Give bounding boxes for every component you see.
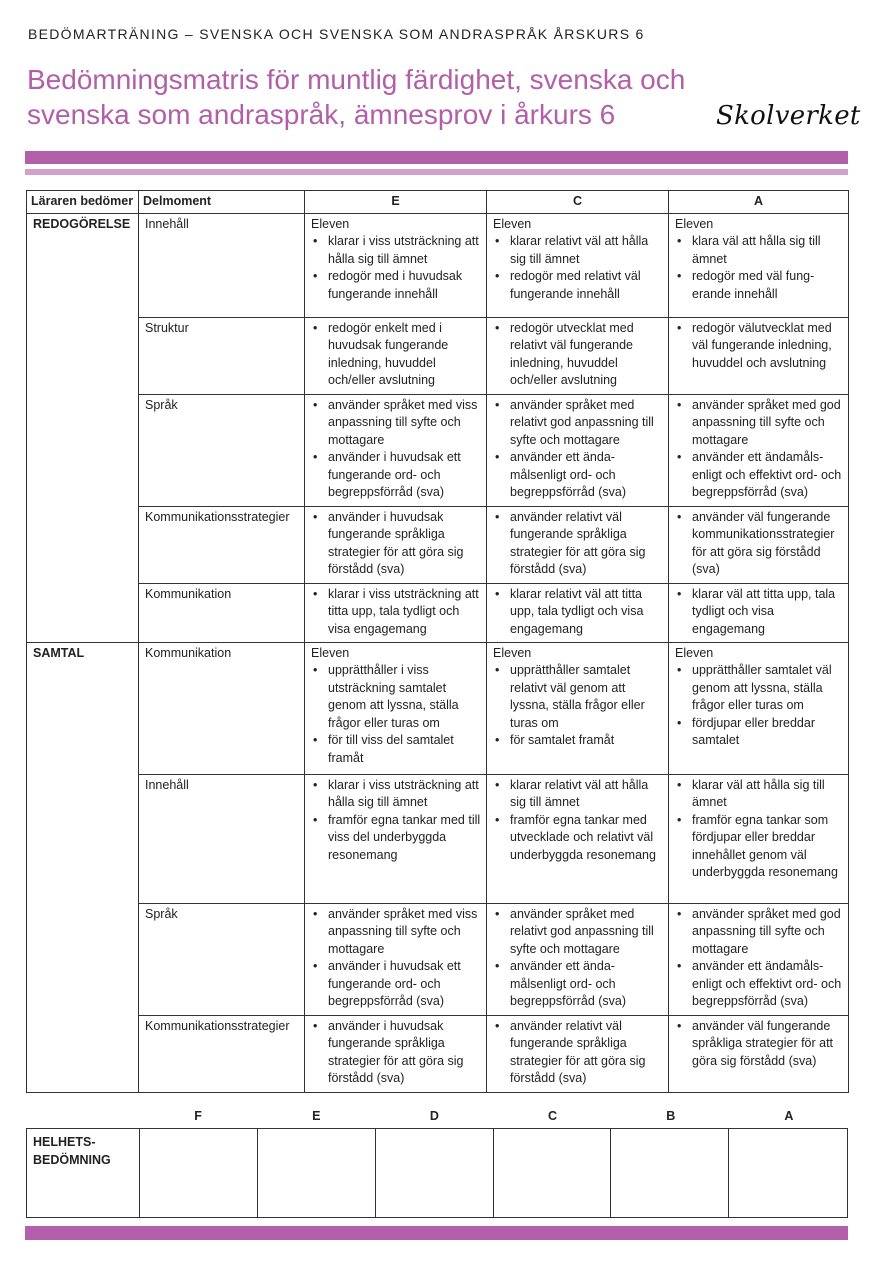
- criteria-list: [311, 906, 481, 1011]
- page-title: Bedömningsmatris för muntlig färdighet, svenska och svenska som andraspråk, ämnesprov i årkurs 6: [27, 64, 686, 130]
- overall-cell-f[interactable]: [140, 1129, 258, 1217]
- criteria-cell-e: [305, 506, 487, 583]
- criteria-item: • använder språket med god anpassning till syfte och mottagare: [675, 906, 843, 959]
- delmoment-label: Kommunikation: [139, 642, 305, 774]
- criteria-cell-a: [669, 642, 849, 774]
- criteria-cell-c: [487, 213, 669, 317]
- matrix-row: [27, 774, 849, 903]
- criteria-cell-c: [487, 774, 669, 903]
- criteria-intro: Eleven: [311, 216, 350, 231]
- criteria-item: • klarar väl att hålla sig till ämnet: [675, 777, 843, 812]
- criteria-cell-a: [669, 317, 849, 394]
- criteria-list: [675, 906, 843, 1011]
- criteria-list: [311, 662, 481, 767]
- criteria-cell-e: [305, 394, 487, 506]
- criteria-item: • upprätthåller samtalet väl genom att lyssna, ställa frågor eller turas om: [675, 662, 843, 715]
- criteria-cell-c: [487, 317, 669, 394]
- decorative-band-top-light: [25, 169, 848, 175]
- criteria-cell-e: [305, 583, 487, 642]
- matrix-row: [27, 1015, 849, 1092]
- criteria-cell-a: [669, 394, 849, 506]
- criteria-list: [675, 777, 843, 882]
- matrix-header-row: [27, 191, 849, 214]
- criteria-list: [675, 509, 843, 579]
- criteria-item: • använder språket med relativt god anpassning till syfte och mottagare: [493, 397, 663, 450]
- criteria-cell-e: [305, 213, 487, 317]
- delmoment-label: Kommunikation: [139, 583, 305, 642]
- criteria-list: [675, 662, 843, 750]
- section-label: REDOGÖRELSE: [27, 213, 139, 317]
- header-grade-c: C: [487, 191, 669, 214]
- grade-label: E: [312, 1109, 321, 1123]
- matrix-row: [27, 213, 849, 317]
- criteria-item: • använder i huvudsak ett fungerande ord- och begreppsförråd (sva): [311, 958, 481, 1011]
- criteria-list: [493, 662, 663, 750]
- criteria-item: • klarar väl att titta upp, tala tydligt och visa engagemang: [675, 586, 843, 639]
- criteria-list: [493, 233, 663, 303]
- overall-cell-d[interactable]: [376, 1129, 494, 1217]
- criteria-item: • använder i huvudsak fungerande språkliga strategier för att göra sig förstådd (sva): [311, 1018, 481, 1088]
- criteria-list: [493, 397, 663, 502]
- criteria-item: • använder väl fungerande språkliga strategier för att göra sig förstådd (sva): [675, 1018, 843, 1071]
- header-larare: Läraren bedömer: [27, 191, 139, 214]
- section-label-spacer: [27, 506, 139, 583]
- criteria-item: • använder språket med relativt god anpassning till syfte och mottagare: [493, 906, 663, 959]
- criteria-list: [493, 509, 663, 579]
- delmoment-label: Kommunikationsstrategier: [139, 1015, 305, 1092]
- overall-cell-b[interactable]: [611, 1129, 729, 1217]
- criteria-intro: Eleven: [493, 216, 532, 231]
- overall-label: [27, 1129, 140, 1217]
- criteria-cell-a: [669, 583, 849, 642]
- delmoment-label: Innehåll: [139, 774, 305, 903]
- criteria-list: [311, 509, 481, 579]
- criteria-cell-a: [669, 506, 849, 583]
- header-delmoment: Delmoment: [139, 191, 305, 214]
- criteria-item: • redogör med relativt väl fungerande innehåll: [493, 268, 663, 303]
- criteria-list: [493, 906, 663, 1011]
- criteria-item: • för samtalet framåt: [493, 732, 663, 750]
- grade-label: D: [429, 1109, 439, 1123]
- matrix-row: [27, 642, 849, 774]
- criteria-item: • klarar relativt väl att hålla sig till ämnet: [493, 777, 663, 812]
- criteria-item: • klarar relativt väl att titta upp, tala tydligt och visa engagemang: [493, 586, 663, 639]
- section-label-spacer: [27, 394, 139, 506]
- criteria-item: • använder relativt väl fungerande språkliga strategier för att göra sig förstådd (sva): [493, 509, 663, 579]
- header-grade-e: E: [305, 191, 487, 214]
- criteria-cell-c: [487, 903, 669, 1015]
- criteria-item: • redogör välutvecklat med väl fungerande inledning, huvuddel och avslutning: [675, 320, 843, 373]
- criteria-item: • använder språket med god anpassning till syfte och mottagare: [675, 397, 843, 450]
- criteria-list: [675, 1018, 843, 1071]
- criteria-cell-c: [487, 506, 669, 583]
- criteria-item: • använder språket med viss anpassning till syfte och mottagare: [311, 906, 481, 959]
- criteria-intro: Eleven: [675, 645, 714, 660]
- overall-cell-a[interactable]: [729, 1129, 847, 1217]
- criteria-intro: Eleven: [493, 645, 532, 660]
- criteria-item: • klarar relativt väl att hålla sig till ämnet: [493, 233, 663, 268]
- delmoment-label: Språk: [139, 903, 305, 1015]
- criteria-list: [311, 1018, 481, 1088]
- criteria-list: [311, 586, 481, 639]
- criteria-list: [493, 586, 663, 639]
- overall-cell-c[interactable]: [494, 1129, 612, 1217]
- criteria-item: • använder ett ändamålsenligt och effektivt ord- och begreppsförråd (sva): [675, 449, 843, 502]
- criteria-list: [493, 1018, 663, 1088]
- criteria-item: • upprätthåller i viss utsträckning samtalet genom att lyssna, ställa frågor eller turas om: [311, 662, 481, 732]
- criteria-cell-a: [669, 1015, 849, 1092]
- criteria-list: [493, 320, 663, 390]
- criteria-item: • framför egna tankar med utvecklade och relativt väl underbyggda resonemang: [493, 812, 663, 865]
- page-eyebrow: BEDÖMARTRÄNING – SVENSKA OCH SVENSKA SOM ANDRASPRÅK ÅRSKURS 6: [28, 26, 645, 42]
- criteria-cell-e: [305, 642, 487, 774]
- criteria-item: • framför egna tankar med till viss del underbyggda resonemang: [311, 812, 481, 865]
- skolverket-logo: Skolverket: [716, 101, 861, 131]
- criteria-item: • framför egna tankar som fördjupar eller breddar innehållet genom väl underbyggda resonemang: [675, 812, 843, 882]
- matrix-row: [27, 583, 849, 642]
- criteria-cell-a: [669, 213, 849, 317]
- matrix-body: [27, 213, 849, 1092]
- criteria-item: • använder relativt väl fungerande språkliga strategier för att göra sig förstådd (sva): [493, 1018, 663, 1088]
- criteria-item: • klara väl att hålla sig till ämnet: [675, 233, 843, 268]
- criteria-list: [311, 397, 481, 502]
- criteria-cell-c: [487, 583, 669, 642]
- criteria-item: • fördjupar eller breddar samtalet: [675, 715, 843, 750]
- grade-label: A: [784, 1109, 794, 1123]
- criteria-item: • använder språket med viss anpassning till syfte och mottagare: [311, 397, 481, 450]
- criteria-item: • använder i huvudsak fungerande språkliga strategier för att göra sig förstådd (sva): [311, 509, 481, 579]
- criteria-intro: Eleven: [675, 216, 714, 231]
- criteria-item: • använder ett ändamålsenligt och effektivt ord- och begreppsförråd (sva): [675, 958, 843, 1011]
- section-label-spacer: [27, 1015, 139, 1092]
- matrix-row: [27, 506, 849, 583]
- criteria-item: • redogör utvecklat med relativt väl fungerande inledning, huvuddel och/eller avslutning: [493, 320, 663, 390]
- criteria-cell-a: [669, 774, 849, 903]
- criteria-item: • klarar i viss utsträckning att titta upp, tala tydligt och visa engagemang: [311, 586, 481, 639]
- criteria-cell-c: [487, 1015, 669, 1092]
- criteria-list: [311, 777, 481, 865]
- delmoment-label: Språk: [139, 394, 305, 506]
- criteria-list: [675, 320, 843, 373]
- section-label-spacer: [27, 903, 139, 1015]
- overall-label-line1: HELHETS-: [33, 1135, 96, 1149]
- criteria-cell-e: [305, 774, 487, 903]
- criteria-item: • klarar i viss utsträckning att hålla sig till ämnet: [311, 233, 481, 268]
- criteria-item: • redogör med i huvudsak fungerande innehåll: [311, 268, 481, 303]
- overall-assessment-grid: [26, 1128, 848, 1218]
- criteria-cell-c: [487, 642, 669, 774]
- section-label-spacer: [27, 774, 139, 903]
- section-label-spacer: [27, 583, 139, 642]
- overall-label-line2: BEDÖMNING: [33, 1153, 111, 1167]
- criteria-list: [675, 397, 843, 502]
- criteria-cell-e: [305, 1015, 487, 1092]
- criteria-item: • använder i huvudsak ett fungerande ord- och begreppsförråd (sva): [311, 449, 481, 502]
- section-label: SAMTAL: [27, 642, 139, 774]
- criteria-item: • upprätthåller samtalet relativt väl genom att lyssna, ställa frågor eller turas om: [493, 662, 663, 732]
- criteria-cell-e: [305, 903, 487, 1015]
- criteria-item: • använder ett ändamålsenligt ord- och begreppsförråd (sva): [493, 449, 663, 502]
- decorative-band-bottom: [25, 1226, 848, 1240]
- matrix-row: [27, 394, 849, 506]
- criteria-intro: Eleven: [311, 645, 350, 660]
- criteria-item: • använder ett ändamålsenligt ord- och begreppsförråd (sva): [493, 958, 663, 1011]
- criteria-cell-e: [305, 317, 487, 394]
- criteria-list: [493, 777, 663, 865]
- decorative-band-top: [25, 151, 848, 164]
- assessment-matrix: [26, 190, 849, 1093]
- criteria-list: [311, 320, 481, 390]
- grade-label: B: [666, 1109, 676, 1123]
- criteria-list: [675, 233, 843, 303]
- criteria-item: • använder väl fungerande kommunikationsstrategier för att göra sig förstådd (sva): [675, 509, 843, 579]
- criteria-item: • klarar i viss utsträckning att hålla sig till ämnet: [311, 777, 481, 812]
- criteria-item: • redogör enkelt med i huvudsak fungerande inledning, huvuddel och/eller avslutning: [311, 320, 481, 390]
- header-grade-a: A: [669, 191, 849, 214]
- criteria-item: • redogör med väl fungerande innehåll: [675, 268, 843, 303]
- overall-grade-labels: [139, 1107, 848, 1127]
- delmoment-label: Kommunikationsstrategier: [139, 506, 305, 583]
- delmoment-label: Struktur: [139, 317, 305, 394]
- grade-label: F: [194, 1109, 202, 1123]
- criteria-item: • för till viss del samtalet framåt: [311, 732, 481, 767]
- criteria-list: [675, 586, 843, 639]
- overall-cell-e[interactable]: [258, 1129, 376, 1217]
- section-label-spacer: [27, 317, 139, 394]
- criteria-cell-a: [669, 903, 849, 1015]
- grade-label: C: [548, 1109, 558, 1123]
- criteria-list: [311, 233, 481, 303]
- matrix-row: [27, 317, 849, 394]
- matrix-row: [27, 903, 849, 1015]
- criteria-cell-c: [487, 394, 669, 506]
- delmoment-label: Innehåll: [139, 213, 305, 317]
